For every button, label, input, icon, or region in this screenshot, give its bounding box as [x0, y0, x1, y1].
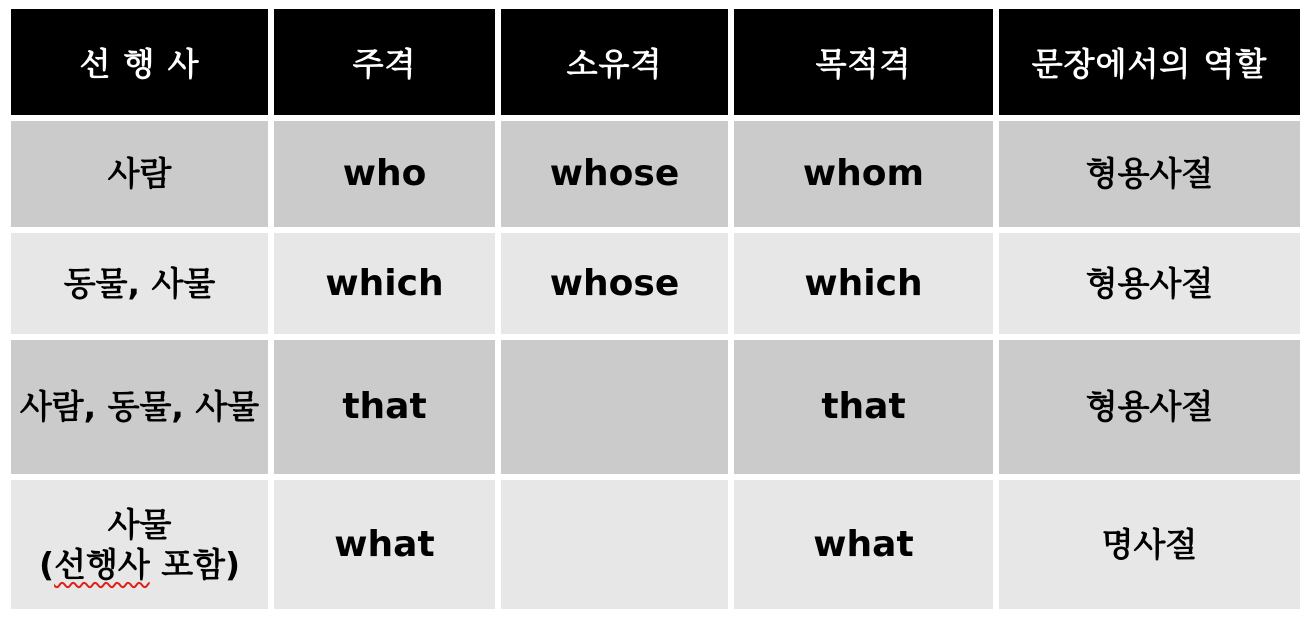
- cell-subjective-row3: that: [274, 340, 495, 474]
- cell-objective-row2: which: [734, 233, 993, 334]
- header-cell-objective: 목적격: [734, 9, 993, 115]
- header-cell-antecedent: 선 행 사: [11, 9, 268, 115]
- cell-possessive-row1: whose: [501, 121, 728, 227]
- cell-role-row1: 형용사절: [999, 121, 1300, 227]
- spellcheck-underlined-text: 선행사: [54, 544, 150, 584]
- cell-antecedent-row4: [11, 480, 268, 609]
- table-body: [11, 121, 1300, 609]
- cell-antecedent-row2: 동물, 사물: [11, 233, 268, 334]
- cell-objective-row3: that: [734, 340, 993, 474]
- cell-subjective-row2: which: [274, 233, 495, 334]
- cell-subjective-row1: who: [274, 121, 495, 227]
- cell-role-row3: 형용사절: [999, 340, 1300, 474]
- cell-role-row4: 명사절: [999, 480, 1300, 609]
- cell-text: 사물: [107, 504, 172, 544]
- cell-text: 포함): [149, 544, 241, 584]
- cell-antecedent-row1: 사람: [11, 121, 268, 227]
- table-header: [11, 9, 1300, 115]
- cell-text: (: [38, 544, 55, 584]
- relative-pronoun-table: [5, 3, 1306, 615]
- cell-subjective-row4: what: [274, 480, 495, 609]
- table-row-4: [11, 480, 1300, 609]
- header-row: [11, 9, 1300, 115]
- cell-possessive-row3: [501, 340, 728, 474]
- cell-possessive-row2: whose: [501, 233, 728, 334]
- cell-antecedent-row3: 사람, 동물, 사물: [11, 340, 268, 474]
- cell-objective-row4: what: [734, 480, 993, 609]
- header-cell-possessive: 소유격: [501, 9, 728, 115]
- header-cell-role: 문장에서의 역할: [999, 9, 1300, 115]
- table-row-3: [11, 340, 1300, 474]
- cell-role-row2: 형용사절: [999, 233, 1300, 334]
- cell-possessive-row4: [501, 480, 728, 609]
- table-row-2: [11, 233, 1300, 334]
- header-cell-subjective: 주격: [274, 9, 495, 115]
- table-row-1: [11, 121, 1300, 227]
- cell-objective-row1: whom: [734, 121, 993, 227]
